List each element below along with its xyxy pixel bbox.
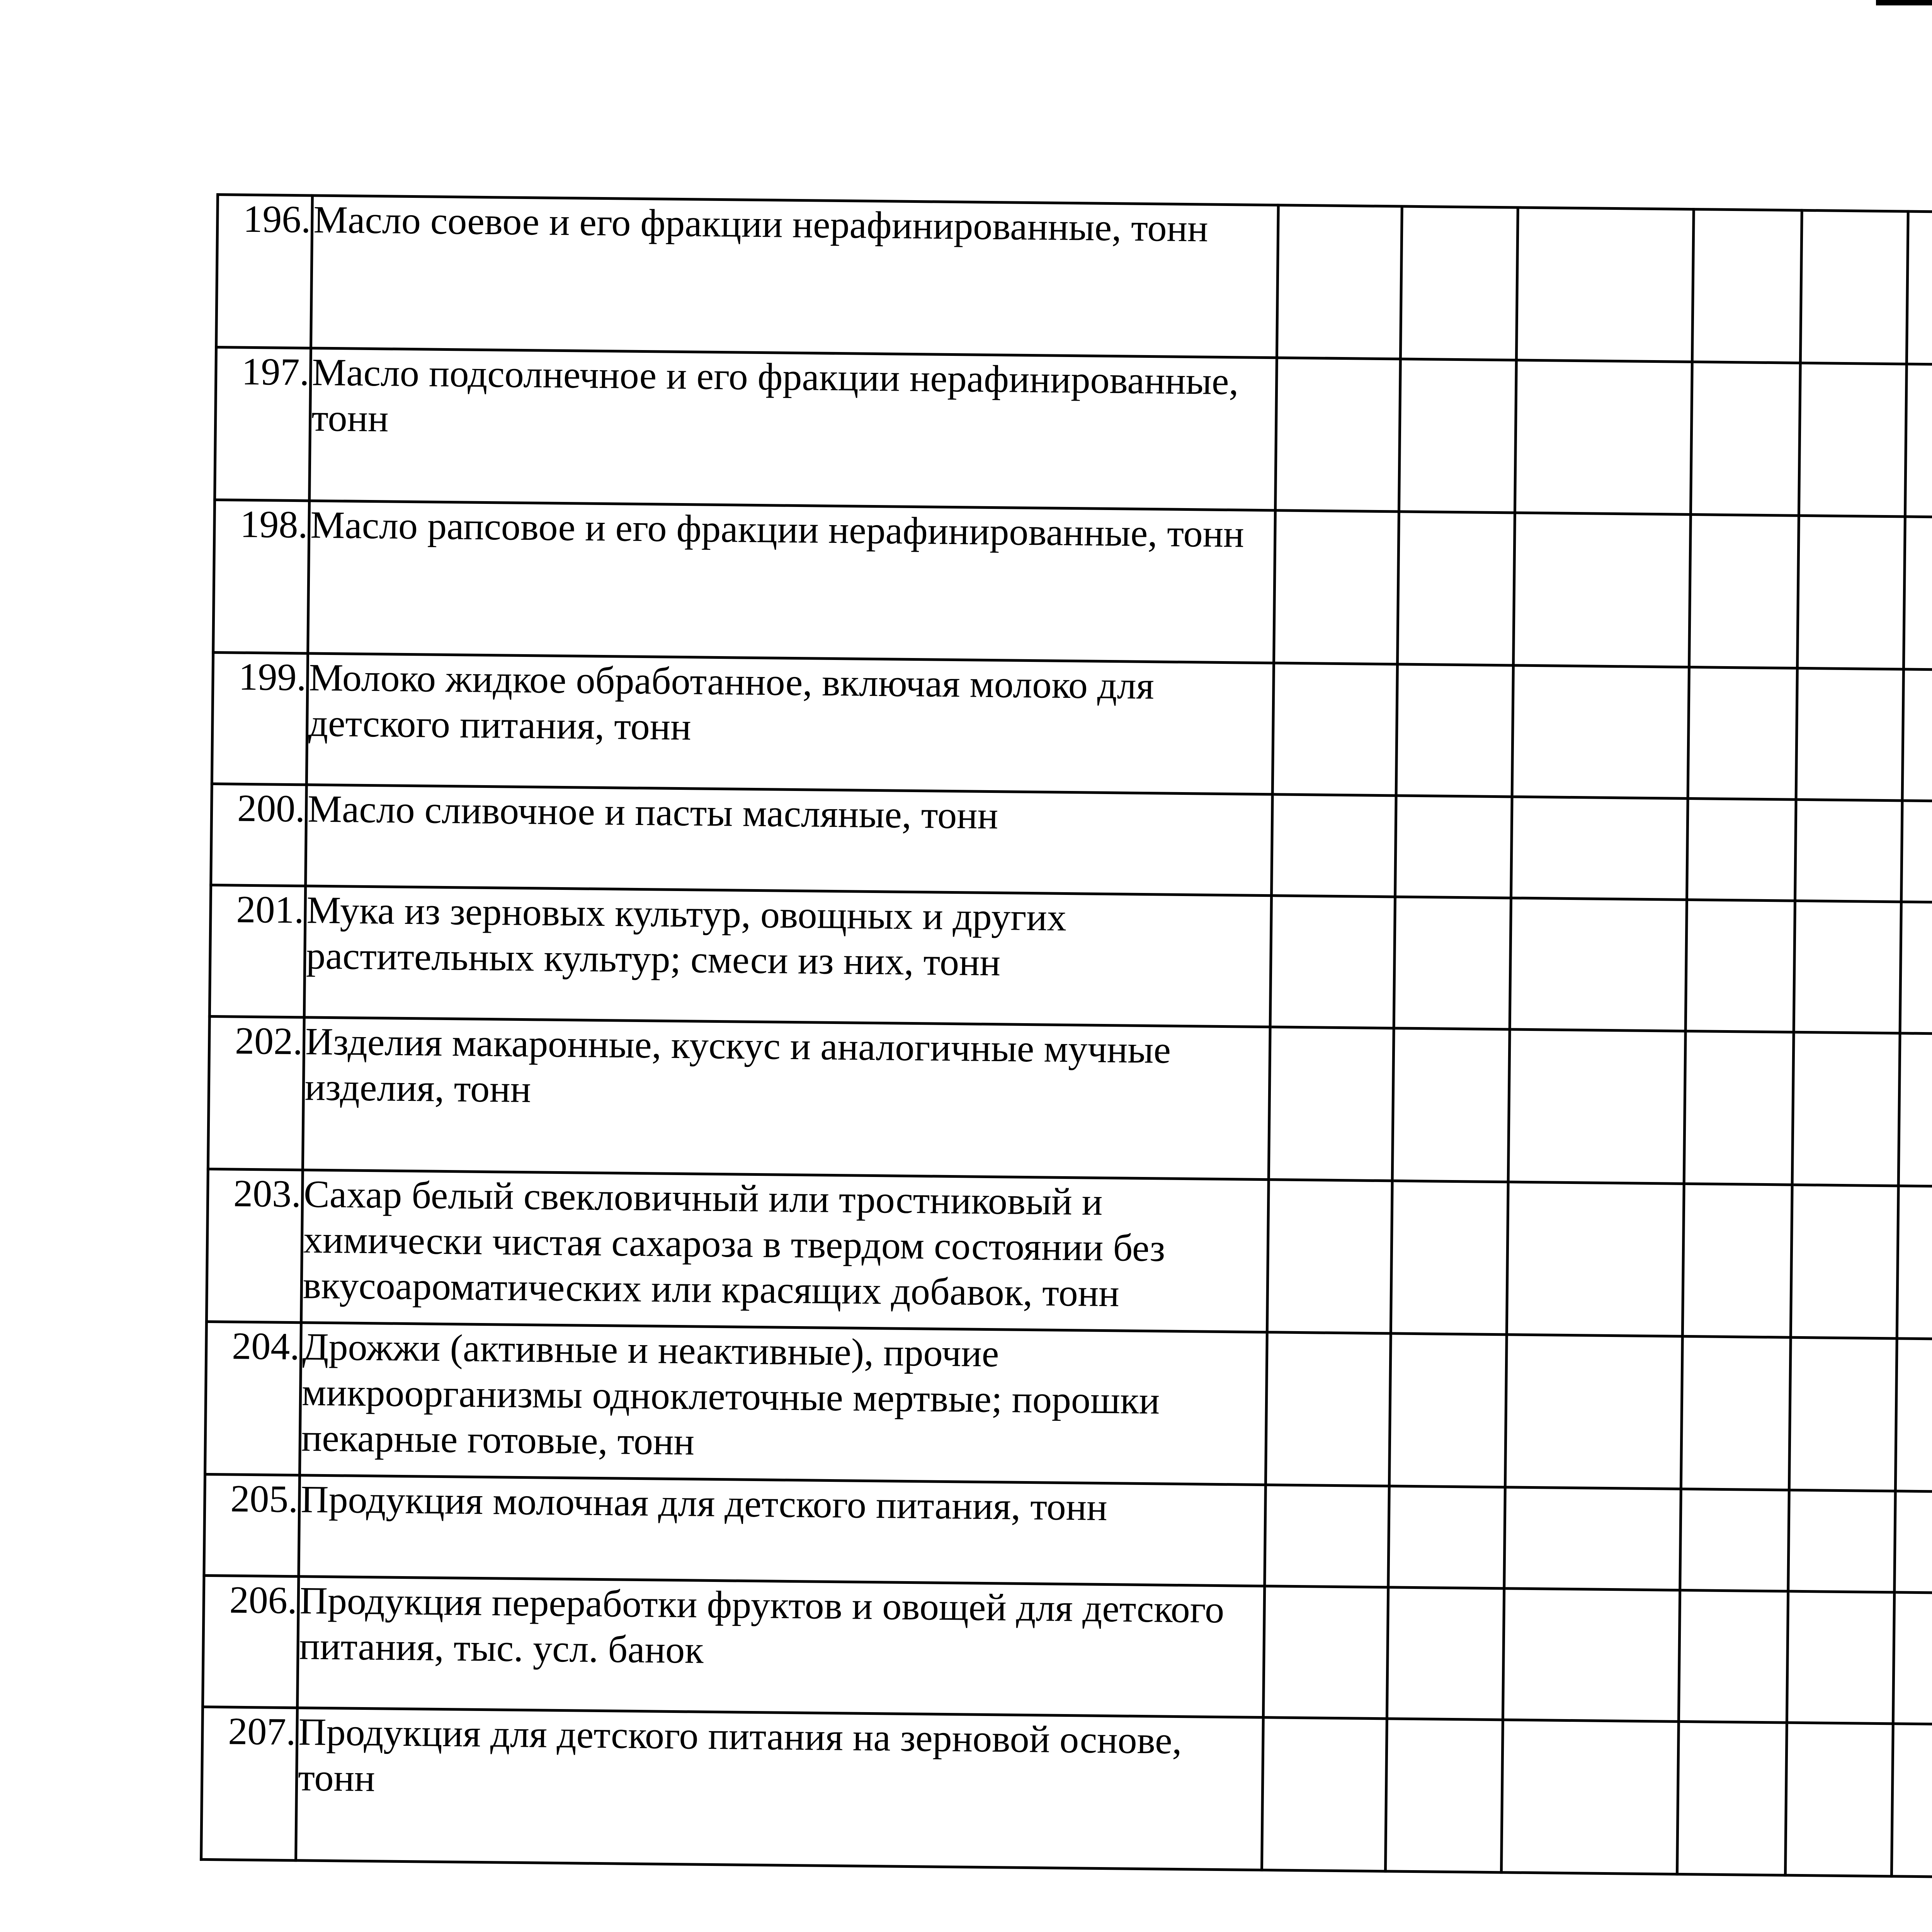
table-row bbox=[215, 347, 1932, 525]
empty-cell bbox=[1794, 901, 1901, 1033]
row-product-name: Масло сливочное и пасты масляные, тонн bbox=[306, 785, 1272, 896]
empty-cell bbox=[1269, 1027, 1394, 1181]
table-row bbox=[208, 1016, 1932, 1194]
empty-cell bbox=[1788, 1490, 1896, 1592]
empty-cell bbox=[1504, 1487, 1681, 1590]
row-number: 201. bbox=[209, 885, 305, 1017]
empty-cell bbox=[1395, 796, 1512, 898]
empty-cell bbox=[1515, 360, 1692, 515]
table-row bbox=[213, 500, 1932, 677]
row-number: 203. bbox=[206, 1169, 303, 1322]
empty-cell bbox=[1507, 1182, 1684, 1337]
table-row bbox=[212, 652, 1932, 809]
table-row bbox=[206, 1169, 1932, 1347]
row-number: 197. bbox=[215, 347, 311, 501]
empty-cell bbox=[1903, 517, 1932, 671]
empty-cell bbox=[1897, 1186, 1932, 1340]
row-number: 207. bbox=[201, 1707, 298, 1860]
empty-cell bbox=[1684, 1031, 1794, 1185]
empty-cell bbox=[1800, 210, 1908, 364]
empty-cell bbox=[1690, 362, 1800, 516]
row-product-name: Масло подсолнечное и его фракции нерафинированные, тонн bbox=[310, 348, 1277, 510]
table-row bbox=[201, 1707, 1932, 1884]
empty-cell bbox=[1265, 1485, 1389, 1587]
empty-cell bbox=[1508, 1029, 1685, 1184]
empty-cell bbox=[1785, 1723, 1893, 1876]
empty-cell bbox=[1895, 1338, 1932, 1493]
empty-cell bbox=[1677, 1721, 1787, 1875]
row-product-name: Продукция для детского питания на зерновой основе, тонн bbox=[296, 1708, 1264, 1870]
row-product-name: Молоко жидкое обработанное, включая молоко для детского питания, тонн bbox=[306, 653, 1274, 794]
empty-cell bbox=[1400, 206, 1518, 360]
empty-cell bbox=[1893, 1592, 1932, 1726]
table-row bbox=[203, 1575, 1932, 1732]
empty-cell bbox=[1895, 1491, 1932, 1594]
row-number: 204. bbox=[205, 1321, 301, 1475]
empty-cell bbox=[1680, 1489, 1789, 1591]
empty-cell bbox=[1389, 1333, 1507, 1487]
empty-cell bbox=[1898, 1033, 1932, 1188]
row-product-name: Продукция молочная для детского питания, тонн bbox=[299, 1475, 1265, 1586]
empty-cell bbox=[1511, 797, 1688, 900]
empty-cell bbox=[1277, 205, 1402, 359]
row-number: 205. bbox=[204, 1474, 300, 1576]
row-number: 202. bbox=[208, 1016, 304, 1170]
row-number: 196. bbox=[216, 195, 313, 348]
row-number: 198. bbox=[213, 500, 310, 653]
empty-cell bbox=[1275, 358, 1400, 512]
empty-cell bbox=[1272, 663, 1397, 796]
empty-cell bbox=[1795, 799, 1902, 902]
empty-cell bbox=[1394, 897, 1511, 1029]
empty-cell bbox=[1689, 514, 1799, 668]
empty-cell bbox=[1501, 1720, 1679, 1874]
empty-cell bbox=[1265, 1332, 1391, 1486]
empty-cell bbox=[1681, 1336, 1791, 1490]
empty-cell bbox=[1392, 1028, 1510, 1182]
empty-cell bbox=[1789, 1337, 1897, 1491]
row-product-name: Мука из зерновых культур, овощных и других растительных культур; смеси из них, тонн bbox=[304, 886, 1271, 1027]
row-number: 199. bbox=[212, 652, 308, 784]
row-product-name: Дрожжи (активные и неактивные), прочие микроорганизмы одноклеточные мертвые; порошки пекарные готовые, тонн bbox=[300, 1323, 1267, 1485]
empty-cell bbox=[1796, 668, 1903, 801]
row-product-name: Масло рапсовое и его фракции нерафинированные, тонн bbox=[308, 501, 1276, 663]
empty-cell bbox=[1512, 665, 1689, 799]
empty-cell bbox=[1398, 512, 1515, 665]
empty-cell bbox=[1792, 1032, 1900, 1186]
table-body bbox=[201, 195, 1932, 1885]
empty-cell bbox=[1905, 364, 1932, 519]
empty-cell bbox=[1799, 363, 1906, 517]
empty-cell bbox=[1901, 801, 1932, 904]
empty-cell bbox=[1514, 513, 1691, 667]
empty-cell bbox=[1262, 1718, 1387, 1871]
empty-cell bbox=[1391, 1181, 1508, 1335]
empty-cell bbox=[1688, 667, 1797, 799]
empty-cell bbox=[1516, 207, 1694, 362]
table-row bbox=[209, 885, 1932, 1041]
empty-cell bbox=[1505, 1335, 1682, 1489]
empty-cell bbox=[1387, 1587, 1504, 1720]
empty-cell bbox=[1682, 1184, 1792, 1337]
empty-cell bbox=[1274, 510, 1399, 664]
row-number: 206. bbox=[203, 1575, 299, 1708]
row-product-name: Изделия макаронные, кускус и аналогичные мучные изделия, тонн bbox=[303, 1017, 1270, 1180]
row-number: 200. bbox=[211, 784, 307, 886]
empty-cell bbox=[1685, 900, 1795, 1032]
empty-cell bbox=[1891, 1724, 1932, 1878]
row-product-name: Сахар белый свекловичный или тростниковый и химически чистая сахароза в твердом состоянии без вкусоароматических или красящих добавок, тонн bbox=[301, 1170, 1269, 1332]
empty-cell bbox=[1900, 902, 1932, 1035]
empty-cell bbox=[1692, 209, 1802, 363]
empty-cell bbox=[1399, 359, 1516, 513]
empty-cell bbox=[1902, 669, 1932, 803]
empty-cell bbox=[1396, 664, 1513, 797]
empty-cell bbox=[1270, 896, 1395, 1028]
empty-cell bbox=[1263, 1586, 1388, 1719]
row-product-name: Масло соевое и его фракции нерафинированные, тонн bbox=[311, 196, 1279, 358]
table-row bbox=[216, 195, 1932, 372]
data-table bbox=[200, 193, 1932, 1886]
document-sheet bbox=[200, 193, 1932, 1886]
empty-cell bbox=[1787, 1591, 1894, 1724]
row-product-name: Продукция переработки фруктов и овощей для детского питания, тыс. усл. банок bbox=[298, 1577, 1265, 1718]
scan-edge-top bbox=[1876, 0, 1932, 5]
empty-cell bbox=[1388, 1486, 1505, 1588]
empty-cell bbox=[1687, 798, 1796, 901]
empty-cell bbox=[1272, 794, 1396, 897]
empty-cell bbox=[1267, 1180, 1392, 1333]
empty-cell bbox=[1679, 1590, 1788, 1723]
empty-cell bbox=[1791, 1185, 1898, 1338]
empty-cell bbox=[1906, 211, 1932, 366]
empty-cell bbox=[1503, 1588, 1680, 1722]
empty-cell bbox=[1510, 898, 1687, 1031]
table-row bbox=[205, 1321, 1932, 1499]
empty-cell bbox=[1385, 1719, 1503, 1872]
empty-cell bbox=[1797, 515, 1905, 669]
